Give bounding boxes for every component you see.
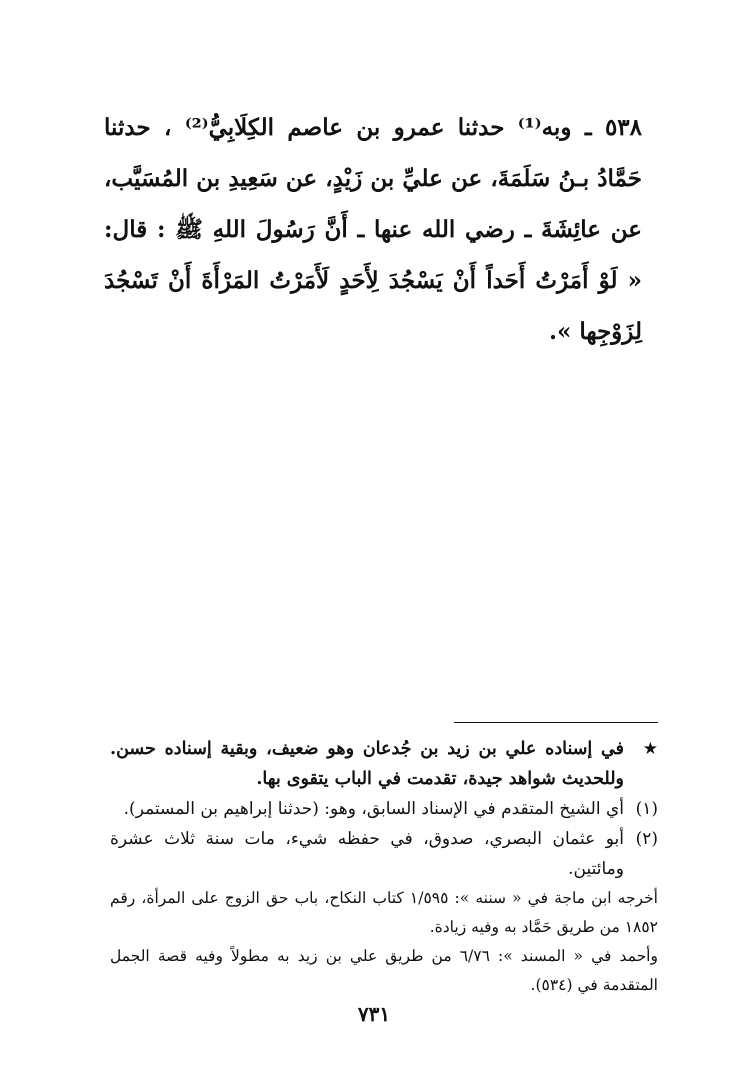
footnote-1-marker: (١) — [635, 799, 658, 819]
takhrij-ahmad: وأحمد في « المسند »: ٦/٧٦ من طريق علي بن زيد به مطولاً وفيه قصة الجمل المتقدمة في (٥٣٤). — [110, 947, 658, 994]
footnote-1 — [110, 794, 658, 824]
footnote-2-text: أبو عثمان البصري، صدوق، في حفظه شيء، مات سنة ثلاث عشرة ومائتين. — [110, 829, 624, 879]
footnote-2 — [110, 824, 658, 884]
footnote-star-marker: ★ — [642, 739, 658, 759]
footnote-star-text: في إسناده علي بن زيد بن جُدعان وهو ضعيف، وبقية إسناده حسن. وللحديث شواهد جيدة، تقدمت في الباب يتقوى بها. — [110, 739, 624, 789]
hadith-text-block — [104, 102, 642, 357]
hadith-538: ٥٣٨ ـ وبه⁽¹⁾ حدثنا عمرو بن عاصم الكِلَابِيُّ⁽²⁾ ، حدثنا حَمَّادُ بـنُ سَلَمَةَ، عن عليِّ بن زَيْدٍ، عن سَعِيدِ بن المُسَيَّب، عن عائِشَةَ ـ رضي الله عنها ـ أَنَّ رَسُولَ اللهِ ﷺ : قال: « لَوْ أَمَرْتُ أَحَداً أَنْ يَسْجُدَ لِأَحَدٍ لَأَمَرْتُ المَرْأَةَ أَنْ تَسْجُدَ لِزَوْجِها ». — [104, 114, 642, 345]
footnote-1-text: أي الشيخ المتقدم في الإسناد السابق، وهو: (حدثنا إبراهيم بن المستمر). — [123, 799, 624, 819]
footnotes-block — [110, 734, 658, 1000]
footnote-star — [110, 734, 658, 794]
footnote-2-marker: (٢) — [635, 829, 658, 849]
footnote-separator — [454, 722, 658, 723]
takhrij-block — [110, 884, 658, 1000]
takhrij-ibn-majah: أخرجه ابن ماجة في « سننه »: ١/٥٩٥ كتاب النكاح، باب حق الزوج على المرأة، رقم ١٨٥٢ من طريق حَمَّاد به وفيه زيادة. — [110, 889, 658, 936]
page-number: ٧٣١ — [357, 1002, 391, 1026]
